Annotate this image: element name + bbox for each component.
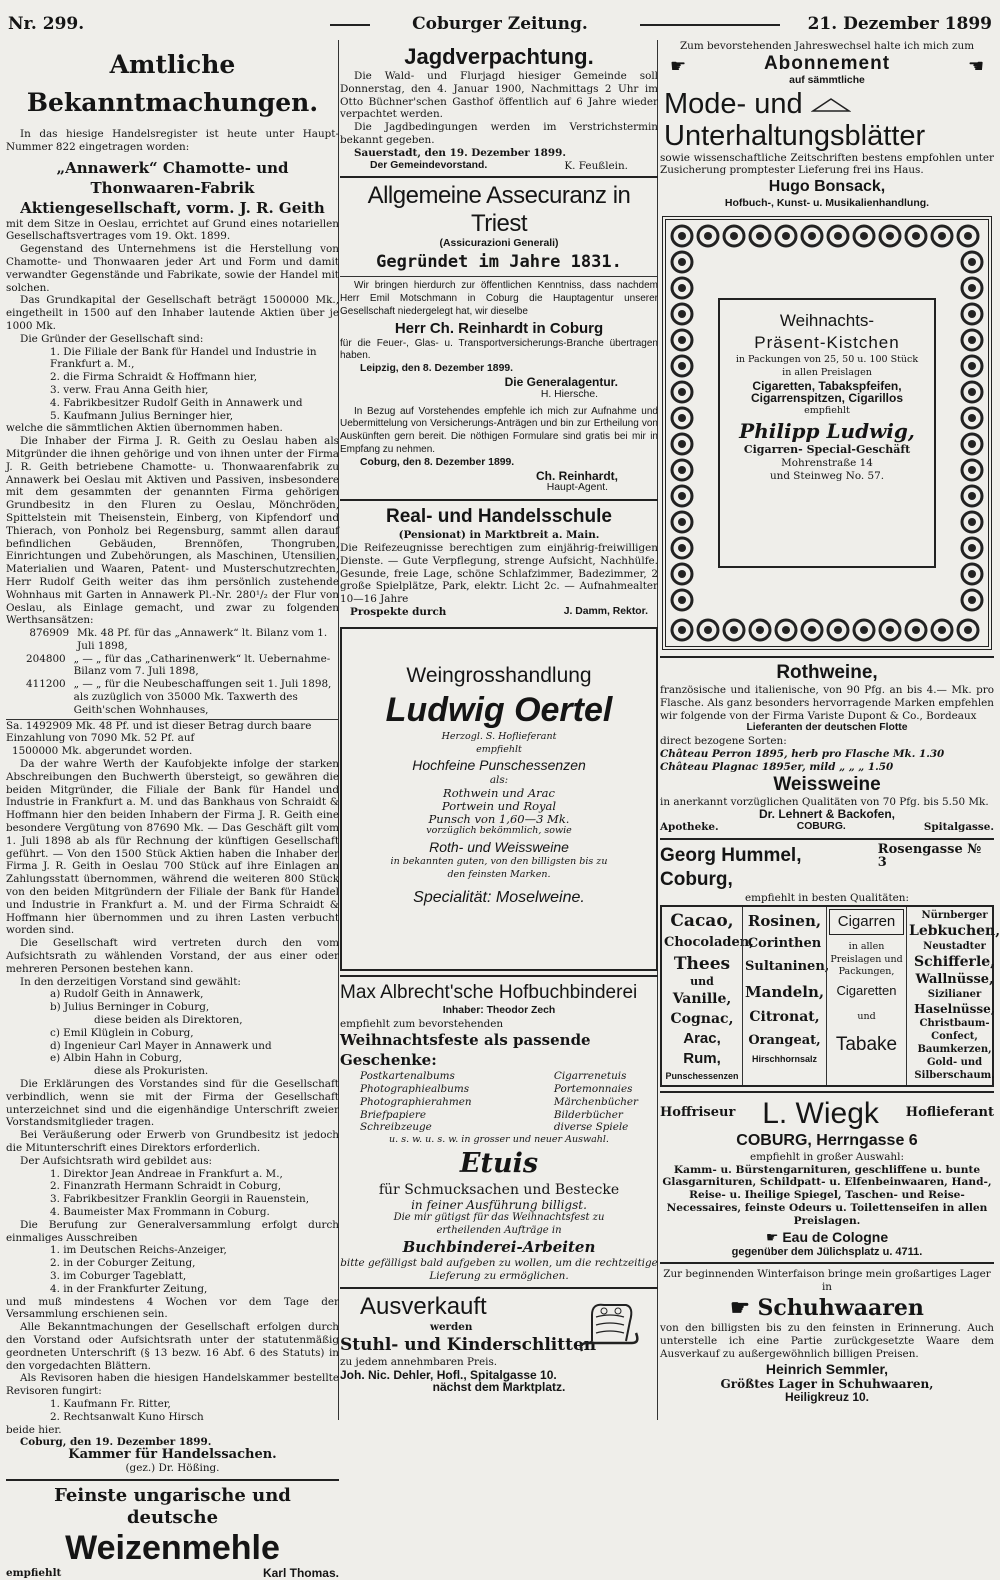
divider <box>660 1262 994 1264</box>
hunting-date: Sauerstadt, den 19. Dezember 1899. <box>354 146 566 159</box>
dateline: Coburg, den 19. Dezember 1899. <box>20 1436 212 1449</box>
subscription-intro: Zum bevorstehenden Jahreswechsel halte ich mich zum <box>679 40 975 52</box>
spiral-ornament-icon <box>670 354 694 378</box>
insurance-agent-signature: Ch. Reinhardt, <box>535 468 618 483</box>
wine-quality: in bekannten guten, von den billigsten bis zu den feinsten Marken. <box>390 856 608 881</box>
insurance-date: Leipzig, den 8. Dezember 1899. <box>360 363 514 375</box>
list-item: 411200 „ — „ für die Neubeschaffungen seit 1. Juli 1898, als zuzüglich von 35000 Mk. Taxwerth des Geith'schen Wohnhauses, <box>26 678 332 716</box>
insurance-subtitle: (Assicurazioni Generali) <box>439 238 559 250</box>
masthead <box>0 0 1000 40</box>
school-title: Real- und Handelsschule <box>386 506 612 528</box>
spiral-ornament-icon <box>904 224 928 248</box>
grocer-col-1: Cacao, Chocoladen, Thees und Vanille, Cognac, Arac, Rum, Punschessenzen <box>664 910 754 1081</box>
bookbindery-etuis-note: in feiner Ausführung billigst. <box>411 1198 587 1213</box>
divider <box>660 656 994 658</box>
spiral-ornament-icon <box>696 224 720 248</box>
issue-date: 21. Dezember 1899 <box>807 14 992 34</box>
flour-ad-label: empfiehlt <box>6 1566 62 1579</box>
grocer-intro: empfiehlt in besten Qualitäten: <box>745 891 909 904</box>
subscription-scientific: sowie wissenschaftliche Zeitschriften bestens empfohlen unter Zusicherung promptester Lieferung frei ins Haus. <box>660 151 994 177</box>
hairdresser-goods: Kamm- u. Bürstengarnituren, geschliffene u. bunte Glasgarnituren, Schildpatt- u. Elfenbeinwaaren, Hand-, Reise- u. Iheilige Spiegel, Taschen- und Reise-Necessaires, feinste Odeurs u. Toilettenseifen in allen Preislagen. <box>662 1163 992 1227</box>
hairdresser-purveyor: Hoflieferant <box>905 1105 994 1121</box>
council-list <box>6 1168 339 1219</box>
red-wine-ad <box>660 662 994 834</box>
spiral-ornament-icon <box>670 458 694 482</box>
spiral-ornament-icon <box>670 432 694 456</box>
subscription-seller: Hugo Bonsack, <box>768 178 886 196</box>
spiral-ornament-icon <box>878 618 902 642</box>
subscription-mode: Mode- und <box>660 88 994 120</box>
hairdresser-header <box>660 1097 994 1131</box>
divider <box>340 1287 658 1289</box>
insurance-p3: In Bezug auf Vorstehendes empfehle ich mich zur Aufnahme und Uebermittelung von Versicherungs-Anträgen und bin zur Ertheilung von Auskünften gern bereit. Die nöthigen Formulare sind gratis bei mir in Empfang zu nehmen. <box>340 405 658 455</box>
list-item: 4. Baumeister Max Frommann in Coburg. <box>50 1205 270 1218</box>
sled-illustration-icon <box>574 1293 644 1363</box>
wine-seller-city: COBURG. <box>796 821 846 833</box>
divider <box>340 975 658 977</box>
spiral-ornament-icon <box>960 484 984 508</box>
flour-ad-headline: Feinste ungarische und deutsche <box>54 1484 291 1528</box>
spiral-ornament-icon <box>670 250 694 274</box>
school-footer <box>340 606 658 619</box>
spiral-ornament-icon <box>748 618 772 642</box>
notice-p4: Die Gründer der Gesellschaft sind: <box>20 332 204 345</box>
sled-sale-shop: Joh. Nic. Dehler, Hofl., Spitalgasse 10. <box>340 1367 557 1382</box>
list-item: b) Julius Berninger in Coburg, <box>50 1001 210 1014</box>
xmas-title-1: Weihnachts- <box>779 310 875 330</box>
notice-p2: Gegenstand des Unternehmens ist die Herstellung von Chamotte- und Thonwaaren jeder Art und Form und damit verwandter Gegenstände und Fabrikate, sowie der Handel mit solchen. <box>6 243 339 294</box>
hunting-signature <box>340 160 658 173</box>
insurance-agent-title: Haupt-Agent. <box>546 482 608 494</box>
subscription-ad <box>660 40 994 210</box>
insurance-signature-name: H. Hiersche. <box>540 388 598 400</box>
list-item: Postkartenalbums <box>360 1070 455 1083</box>
sled-sale-title: Ausverkauft <box>360 1293 487 1321</box>
christmas-cigar-ad <box>662 216 992 650</box>
list-item: d) Ingenieur Carl Mayer in Annawerk und <box>50 1039 272 1052</box>
spiral-ornament-icon <box>960 458 984 482</box>
wine-note: vorzüglich bekömmlich, sowie <box>426 825 572 837</box>
spiral-ornament-icon <box>960 588 984 612</box>
hunting-signatory: Der Gemeindevorstand. <box>370 159 488 171</box>
school-subtitle: (Pensionat) in Marktbreit a. Main. <box>398 529 600 542</box>
notice-p7: Da der wahre Werth der Kaufobjekte infolge der starken Abschreibungen den Buchwerth übersteigt, so gewähren die beiden Mitgründer, die Filiale der Bank für Handel und Industrie in Frankfurt a. M. und das Bankhaus von Schraidt & Hoffmann hier den beiden Inhabern der Firma J. R. Geith eine besondere Vergütung von 87690 Mk. — Das Geschäft gilt vom 1. Juli 1898 ab als für Rechnung der künftigen Gesellschaft geführt. — Von den 1500 Stück Aktien haben die Inhaber der Firma J. R. Geith in Oeslau 700 Stück auf ihre Einlagen an Zahlungsstatt übernommen, während die weiteren 800 Stück von den beiden Mitgründern der Filiale der Bank für Handel und Industrie in Frankfurt a. M. und der Firma Schraidt & Hoffmann hier übernommen und zu ihren Lasten verbucht worden sind. <box>6 758 339 937</box>
spiral-ornament-icon <box>960 328 984 352</box>
spiral-ornament-icon <box>670 328 694 352</box>
flour-ad-product: Weizenmehle <box>65 1528 280 1567</box>
list-item: c) Emil Klüglein in Coburg, <box>50 1026 194 1039</box>
spiral-ornament-icon <box>774 618 798 642</box>
company-name-2: Aktiengesellschaft, vorm. J. R. Geith <box>20 198 325 217</box>
red-wine-supplier: Lieferanten der deutschen Flotte <box>746 722 908 734</box>
spiral-ornament-icon <box>670 618 694 642</box>
spiral-ornament-icon <box>960 380 984 404</box>
wine-item-3: Punsch von 1,60—3 Mk. <box>428 811 570 826</box>
spiral-ornament-icon <box>904 618 928 642</box>
divider <box>6 1479 339 1481</box>
notice-p15: Alle Bekanntmachungen der Gesellschaft erfolgen durch den Vorstand oder Aufsichtsrath unter der statutenmäßig geordneten Unterschrift (§ 13 bezw. 16 Abf. 6 des Statuts) in den vorgedachten Blättern. <box>6 1321 339 1372</box>
spiral-ornament-icon <box>826 224 850 248</box>
list-item: Photographierahmen <box>360 1095 472 1108</box>
red-wine-sort-2: Château Plagnac 1895er, mild „ „ „ 1.50 <box>660 760 894 773</box>
wine-ad <box>340 627 658 971</box>
spiral-ornament-icon <box>960 510 984 534</box>
list-item: 2. die Firma Schraidt & Hoffmann hier, <box>50 371 258 384</box>
shoe-text: von den billigsten bis zu den feinsten in Erinnerung. Auch unterstelle ich eine Partie zurückgesetzte Waare dem Ausverkauf zu außergewöhnlich billigen Preisen. <box>660 1321 994 1360</box>
spiral-ornament-icon <box>960 406 984 430</box>
spiral-ornament-icon <box>696 618 720 642</box>
bookbindery-etuis: Etuis <box>459 1148 539 1180</box>
notice-p17: beide hier. <box>6 1423 62 1436</box>
school-rector: J. Damm, Rektor. <box>563 605 648 617</box>
list-item: 4. Fabrikbesitzer Rudolf Geith in Annawerk und <box>50 396 303 409</box>
notice-p6: Die Inhaber der Firma J. R. Geith zu Oeslau haben als Mitgründer die ihnen gehörige und von ihnen unter der Firma J. R. Geith betriebene Chamotte- u. Thonwaarenfabrik zu Annawerk bei Oeslau mit Aktiven und Passiven, insbesondere mit dem gesammten der genannten Firma gehörigen Grundbesitz in den Fluren zu Oeslau, Mönchröden, Spittelstein mit Theisenstein, Einberg, von Kipfendorf und Thierach, von Ponholz bei Regensburg, sammt allen darauf befindlichen Gebäuden, Brennöfen, Thongruben, Einrichtungen und Zubehörungen, als Maschinen, Utensilien, Materialien und Waaren, Patent- und Musterschutzrechten, Herr Rudolf Geith weiter das ihm persönlich zustehende Wohnhaus mit Garten in Annawerk Pl.-Nr. 280¹/₂ der Flur von Oeslau, als Einlage gemacht, und zwar zu folgenden Werthsansätzen: <box>6 435 339 627</box>
divider <box>660 1091 994 1093</box>
spiral-ornament-icon <box>960 432 984 456</box>
notice-intro: In das hiesige Handelsregister ist heute unter Haupt-Nummer 822 eingetragen worden: <box>6 128 339 153</box>
grocer-col-4: Nürnberger Lebkuchen, Neustadter Schifferle, Wallnüsse, Sizilianer Haselnüsse, Christbaum- Confect, Baumkerzen, Gold- und Silberschaum. <box>906 907 1000 1085</box>
list-item: 1. Direktor Jean Andreae in Frankfurt a. M., <box>50 1167 283 1180</box>
rule-right <box>640 24 780 26</box>
issue-number: Nr. 299. <box>8 14 85 34</box>
bookbindery-intro: empfiehlt zum bevorstehenden <box>340 1017 504 1030</box>
insurance-date-2: Coburg, den 8. Dezember 1899. <box>360 456 515 468</box>
pen-icon <box>811 97 851 113</box>
insurance-founded: Gegründet im Jahre 1831. <box>376 252 622 273</box>
spiral-ornament-icon <box>878 224 902 248</box>
shoe-seller-address: Heiligkreuz 10. <box>784 1390 870 1405</box>
spiral-ornament-icon <box>960 302 984 326</box>
spiral-ornament-icon <box>670 302 694 326</box>
spiral-ornament-icon <box>930 618 954 642</box>
spiral-ornament-icon <box>722 224 746 248</box>
wine-types: Roth- und Weissweine <box>429 839 569 856</box>
sled-sale-werden: werden <box>430 1321 473 1334</box>
shoe-intro: Zur beginnenden Winterfaison bringe mein großartiges Lager in <box>663 1268 991 1294</box>
spiral-ornament-icon <box>670 276 694 300</box>
spiral-ornament-icon <box>670 406 694 430</box>
subscription-entertainment: Unterhaltungsblätter <box>664 119 926 152</box>
notice-p12: Der Aufsichtsrath wird gebildet aus: <box>20 1154 213 1167</box>
column-right-ads <box>660 40 1000 1405</box>
red-wine-sorts: direct bezogene Sorten: <box>660 735 787 748</box>
list-item: 204800 „ — „ für das „Catharinenwerk“ lt. Uebernahme-Bilanz vom 7. Juli 1898, <box>26 652 331 678</box>
grocer-name: Georg Hummel, Coburg, <box>660 844 802 890</box>
spiral-ornament-icon <box>670 380 694 404</box>
notice-p9: In den derzeitigen Vorstand sind gewählt: <box>20 975 241 988</box>
red-wine-title: Rothweine, <box>776 661 878 683</box>
pointing-hand-icon: ☛ <box>730 1294 758 1321</box>
list-item: 876909 Mk. 48 Pf. für das „Annawerk“ lt. Bilanz vom 1. Juli 1898, <box>29 627 328 652</box>
subscription-headline: ☛ Abonnement ☛ <box>670 52 984 76</box>
hairdresser-cologne: ☛ Eau de Cologne <box>765 1228 889 1245</box>
sled-sale-items: Stuhl- und Kinderschlitten <box>340 1334 597 1355</box>
list-item: 2. Finanzrath Hermann Schraidt in Coburg, <box>50 1180 282 1193</box>
amount-list <box>6 627 339 717</box>
auditor-list <box>6 1398 339 1424</box>
spiral-ornament-icon <box>670 224 694 248</box>
xmas-seller: Philipp Ludwig, <box>739 418 915 443</box>
spiral-ornament-icon <box>956 618 980 642</box>
divider <box>340 276 658 277</box>
list-item: 4. in der Frankfurter Zeitung, <box>50 1282 208 1295</box>
xmas-prices: in allen Preislagen <box>782 366 872 378</box>
bookbindery-list-left <box>360 1070 472 1134</box>
flour-ad-footer <box>6 1567 339 1580</box>
bookbindery-title: Max Albrecht'sche Hofbuchbinderei <box>340 981 638 1003</box>
notice-p5: welche die sämmtlichen Aktien übernommen haben. <box>6 422 283 435</box>
notices-title: Amtliche Bekanntmachungen. <box>26 50 319 117</box>
sled-sale-price: zu jedem annehmbaren Preis. <box>340 1355 498 1368</box>
list-item: Photographiealbums <box>360 1083 470 1096</box>
grocer-col-3: Cigarren in allen Preislagen und Packungen, Cigaretten und Tabake <box>826 907 906 1085</box>
wine-specialty: Specialität: Moselweine. <box>413 888 585 906</box>
divider <box>340 176 658 178</box>
wine-essences: Hochfeine Punschessenzen <box>412 757 586 774</box>
notice-p13: Die Berufung zur Generalversammlung erfolgt durch einmaliges Ausschreiben <box>6 1218 339 1244</box>
shoe-seller-desc: Größtes Lager in Schuhwaaren, <box>720 1377 934 1392</box>
bookbindery-orders: Die mir gütigst für das Weihnachtsfest zu ertheilenden Aufträge in <box>393 1211 605 1236</box>
grocer-header <box>660 841 994 892</box>
insurance-agent-name: Herr Ch. Reinhardt in Coburg <box>394 319 604 337</box>
spiral-ornament-icon <box>852 618 876 642</box>
grocer-ad <box>660 841 1000 1087</box>
spiral-ornament-icon <box>670 588 694 612</box>
spiral-ornament-icon <box>960 354 984 378</box>
list-item: 2. Rechtsanwalt Kuno Hirsch <box>50 1410 204 1423</box>
publication-list <box>6 1244 339 1295</box>
xmas-goods-2: Cigarrenspitzen, Cigarillos <box>750 391 904 406</box>
sled-sale-ad <box>340 1293 658 1411</box>
xmas-packing: in Packungen von 25, 50 u. 100 Stück <box>735 353 919 365</box>
hairdresser-address: COBURG, Herrngasse 6 <box>736 1131 918 1149</box>
spiral-ornament-icon <box>960 562 984 586</box>
sum-line-2: 1500000 Mk. abgerundet worden. <box>12 745 193 758</box>
list-item: 3. im Coburger Tageblatt, <box>50 1269 187 1282</box>
list-item: Cigarrenetuis <box>553 1070 627 1083</box>
list-item: 3. Fabrikbesitzer Franklin Georgii in Rauenstein, <box>50 1193 310 1206</box>
list-item: Portemonnaies <box>553 1083 633 1096</box>
company-name-1: „Annawerk“ Chamotte- und Thonwaaren-Fabrik <box>56 158 289 197</box>
bookbindery-list <box>340 1070 658 1134</box>
xmas-recommends: empfiehlt <box>804 405 850 417</box>
bookbindery-work: Buchbinderei-Arbeiten <box>402 1238 596 1257</box>
spiral-ornament-icon <box>960 536 984 560</box>
notice-p1: mit dem Sitze in Oeslau, errichtet auf Grund eines notariellen Gesellschaftsvertrages vom 19. Okt. 1899. <box>6 217 339 243</box>
list-item: 2. in der Coburger Zeitung, <box>50 1257 196 1270</box>
notice-p8: Die Gesellschaft wird vertreten durch den vom Aufsichtsrath zu wählenden Vorstand, der aus einer oder mehreren Personen bestehen kann. <box>6 937 339 975</box>
list-item: 1. Die Filiale der Bank für Handel und Industrie in Frankfurt a. M., <box>50 345 317 371</box>
notice-p16: Als Revisoren haben die hiesigen Handelskammer bestellte Revisoren fungirt: <box>6 1372 339 1398</box>
flour-ad <box>6 1485 339 1580</box>
bookbindery-headline: Weihnachtsfeste als passende Geschenke: <box>340 1031 591 1070</box>
founders-list <box>6 346 339 423</box>
bookbindery-request: bitte gefälligst bald aufgeben zu wollen, um die rechtzeitige Lieferung zu ermöglichen. <box>340 1257 658 1283</box>
list-item: 1. im Deutschen Reichs-Anzeiger, <box>50 1244 227 1257</box>
spiral-ornament-icon <box>960 276 984 300</box>
wine-seller-footer <box>660 821 994 834</box>
hairdresser-name: L. Wiegk <box>762 1096 879 1130</box>
hunting-title: Jagdverpachtung. <box>404 44 594 69</box>
board-list <box>6 988 339 1078</box>
xmas-shop-type: Cigarren- Special-Geschäft <box>743 442 911 456</box>
red-wine-text: französische und italienische, von 90 Pfg. an bis 4.— Mk. pro Flasche. Als ganz besonders hervorragende Marken empfehlen wir folgende von der Firma Variste Dupont & Co., Bordeaux <box>660 683 994 722</box>
wine-company: Ludwig Oertel <box>385 690 613 729</box>
spiral-ornament-icon <box>956 224 980 248</box>
signature-name: (gez.) Dr. Hößing. <box>125 1461 220 1474</box>
list-item: diese als Prokuristen. <box>94 1065 209 1078</box>
spiral-ornament-icon <box>852 224 876 248</box>
list-item: 1. Kaufmann Fr. Ritter, <box>50 1397 171 1410</box>
spiral-ornament-icon <box>748 224 772 248</box>
spiral-ornament-icon <box>800 618 824 642</box>
flour-ad-seller: Karl Thomas. <box>262 1565 339 1580</box>
list-item: Märchenbücher <box>553 1095 638 1108</box>
wine-item-2: Portwein und Royal <box>441 798 557 813</box>
xmas-address-1: Mohrenstraße 14 <box>781 456 873 469</box>
list-item: Bilderbücher <box>553 1108 623 1121</box>
spiral-ornament-icon <box>930 224 954 248</box>
pointing-hand-icon: ☛ <box>765 1228 783 1245</box>
list-item: e) Albin Hahn in Coburg, <box>50 1052 183 1065</box>
hairdresser-location: gegenüber dem Jülichsplatz u. 4711. <box>731 1245 923 1258</box>
wine-als: als: <box>489 774 509 787</box>
insurance-p1: Wir bringen hierdurch zur öffentlichen Kenntniss, dass nachdem Herr Emil Motschmann in Coburg die Hauptagentur unserer Gesellschaft niedergelegt hat, wir dieselbe <box>340 280 658 317</box>
list-item: diverse Spiele <box>553 1121 629 1134</box>
spiral-ornament-icon <box>960 250 984 274</box>
wine-seller-street: Spitalgasse. <box>923 821 994 834</box>
hunting-name: K. Feußlein. <box>564 159 628 172</box>
grocer-grid <box>660 905 1000 1087</box>
bookbindery-ad <box>340 981 658 1283</box>
divider <box>340 499 658 501</box>
school-text: Die Reifezeugnisse berechtigen zum einjährig-freiwilligen Dienste. — Gute Verpflegung, strenge Aufsicht, Nachhülfe. Gesunde, freie Lage, schöne Schlafzimmer, Badezimmer, 2 große Spielplätze, Park, elektr. Licht 2c. — Aufnahmealter 10—16 Jahre <box>340 541 658 606</box>
paper-title: Coburger Zeitung. <box>412 14 588 34</box>
subscription-seller-desc: Hofbuch-, Kunst- u. Musikalienhandlung. <box>724 197 930 210</box>
list-item: Schreibzeuge <box>360 1121 432 1134</box>
wine-title: Weingrosshandlung <box>406 663 592 687</box>
list-item: 5. Kaufmann Julius Berninger hier, <box>50 409 234 422</box>
list-item: diese beiden als Direktoren, <box>94 1014 243 1026</box>
spiral-ornament-icon <box>774 224 798 248</box>
xmas-goods-1: Cigaretten, Tabakspfeifen, <box>752 378 902 393</box>
insurance-title: Allgemeine Assecuranz in Triest <box>367 182 631 238</box>
xmas-title-2: Präsent-Kistchen <box>754 332 900 352</box>
wine-purveyor: Herzogl. S. Hoflieferant <box>441 730 557 742</box>
notice-p10: Die Erklärungen des Vorstandes sind für die Gesellschaft verbindlich, wenn sie mit der Firma der Gesellschaft unterzeichnet sind und die eigenhändige Unterschrift zweier Vorstandsmitglieder tragen. <box>6 1077 339 1129</box>
hairdresser-ad <box>660 1097 994 1259</box>
spiral-ornament-icon <box>826 618 850 642</box>
bookbindery-selection: u. s. w. u. s. w. in grosser und neuer Auswahl. <box>389 1134 609 1146</box>
white-wine-title: Weissweine <box>773 773 881 795</box>
column-middle-ads <box>340 40 658 1411</box>
spiral-ornament-icon <box>722 618 746 642</box>
list-item: a) Rudolf Geith in Annawerk, <box>50 988 204 1001</box>
grocer-address: Rosengasse № 3 <box>877 841 982 870</box>
grocer-col-2: Rosinen, Corinthen Sultaninen, Mandeln, Citronat, Orangeat, Hirschhornsalz <box>742 907 826 1085</box>
spiral-ornament-icon <box>670 510 694 534</box>
hunting-lease-notice <box>340 44 658 172</box>
hunting-p1: Die Wald- und Flurjagd hiesiger Gemeinde soll Donnerstag, den 4. Januar 1900, Nachmittags 2 Uhr im Otto Büchner'schen Gasthof öffentlich auf 6 Jahre wieder verpachtet werden. <box>340 70 658 121</box>
white-wine-text: in anerkannt vorzüglichen Qualitäten von 70 Pfg. bis 5.50 Mk. <box>660 795 989 808</box>
list-item: Briefpapiere <box>360 1108 427 1121</box>
shoe-seller: Heinrich Semmler, <box>765 1361 889 1378</box>
pointing-hand-left-icon: ☛ <box>966 55 984 76</box>
signature-court: Kammer für Handelssachen. <box>68 1447 277 1463</box>
hairdresser-intro: empfiehlt in großer Auswahl: <box>750 1150 904 1163</box>
spiral-ornament-icon <box>670 536 694 560</box>
shoe-ad <box>660 1268 994 1404</box>
hairdresser-title: Hoffriseur <box>660 1105 736 1121</box>
notice-p11: Bei Veräußerung oder Erwerb von Grundbesitz ist jedoch die Mitunterschrift eines Direktors erforderlich. <box>6 1129 339 1154</box>
school-ad <box>340 505 658 619</box>
insurance-signature: Die Generalagentur. <box>504 374 618 389</box>
divider <box>660 838 994 840</box>
wine-recommends: empfiehlt <box>476 743 522 755</box>
spiral-ornament-icon <box>800 224 824 248</box>
notice-p3: Das Grundkapital der Gesellschaft beträgt 1500000 Mk., eingetheilt in 1500 auf den Inhaber lautende Aktien über je 1000 Mk. <box>6 294 339 332</box>
pointing-hand-right-icon: ☛ <box>670 55 688 76</box>
red-wine-sort-1: Château Perron 1895, herb pro Flasche Mk. 1.30 <box>660 747 945 760</box>
sum-line: Sa. 1492909 Mk. 48 Pf. und ist dieser Betrag durch baare Einzahlung von 7090 Mk. 52 Pf. auf <box>6 719 339 746</box>
christmas-cigar-content <box>718 298 936 568</box>
insurance-p2: für die Feuer-, Glas- u. Transportversicherungs-Branche übertragen haben. <box>340 337 658 362</box>
notice-p14: und muß mindestens 4 Wochen vor dem Tage der Versammlung erschienen sein. <box>6 1295 339 1321</box>
wine-item-1: Rothwein und Arac <box>443 786 555 801</box>
bookbindery-list-right <box>554 1070 638 1134</box>
spiral-ornament-icon <box>670 484 694 508</box>
hunting-p2: Die Jagdbedingungen werden im Verstrichstermin bekannt gegeben. <box>340 121 658 146</box>
xmas-address-2: und Steinweg No. 57. <box>769 469 885 482</box>
wine-seller-pharmacy: Apotheke. <box>660 821 719 834</box>
spiral-ornament-icon <box>670 562 694 586</box>
wine-seller: Dr. Lehnert & Backofen, <box>758 807 896 822</box>
insurance-ad <box>340 182 658 495</box>
column-official-notices <box>6 40 339 1579</box>
school-prospect: Prospekte durch <box>350 605 447 618</box>
bookbindery-owner: Inhaber: Theodor Zech <box>442 1004 556 1016</box>
bookbindery-etuis-desc: für Schmucksachen und Bestecke <box>378 1182 620 1199</box>
subscription-all: auf sämmtliche <box>789 74 865 86</box>
sled-sale-location: nächst dem Marktplatz. <box>432 1380 566 1395</box>
list-item: 3. verw. Frau Anna Geith hier, <box>50 383 209 396</box>
shoe-headline: ☛ Schuhwaaren <box>730 1294 924 1321</box>
